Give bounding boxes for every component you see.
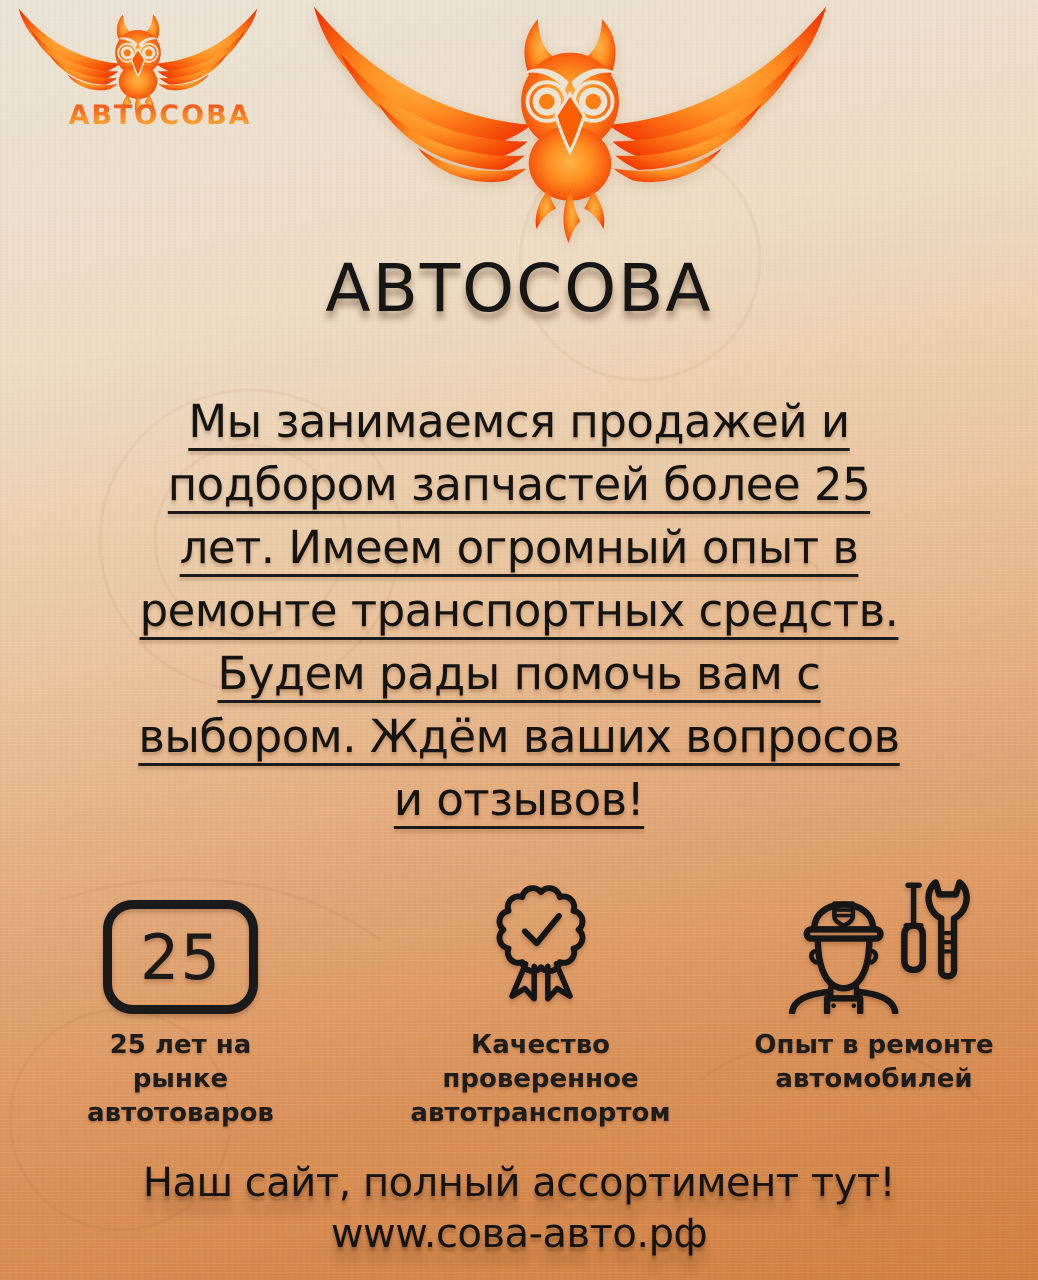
- intro-line: подбором запчастей более 25: [167, 458, 871, 511]
- feature-quality-caption: Качество проверенное автотранспортом: [410, 1030, 671, 1128]
- intro-line: Будем рады помочь вам с: [217, 647, 821, 700]
- owl-hero-icon: [248, 0, 892, 246]
- intro-line: лет. Имеем огромный опыт в: [179, 521, 859, 574]
- brand-logo: [0, 0, 288, 131]
- footer: [0, 1158, 1038, 1260]
- mechanic-tools-icon: [776, 876, 972, 1014]
- brand-logo-text: АВТОСОВА: [60, 100, 260, 131]
- feature-repair-caption: Опыт в ремонте автомобилей: [754, 1030, 994, 1094]
- feature-years-caption: 25 лет на рынке автотоваров: [87, 1030, 274, 1128]
- feature-repair: [738, 876, 1010, 1096]
- quality-seal-icon: [477, 876, 605, 1014]
- intro-line: Мы занимаемся продажей и: [188, 395, 850, 448]
- site-url: www.сова-авто.рф: [330, 1211, 708, 1257]
- badge-25-icon: [103, 900, 258, 1014]
- badge-25-value: 25: [140, 920, 221, 994]
- intro-line: ремонте транспортных средств.: [139, 584, 899, 637]
- intro-text: [59, 390, 979, 831]
- intro-line: выбором. Ждём ваших вопросов: [138, 710, 900, 763]
- footer-note: Наш сайт, полный ассортимент тут!: [142, 1160, 896, 1206]
- feature-years: [58, 876, 303, 1130]
- feature-quality: [398, 876, 683, 1130]
- page-title: АВТОСОВА: [325, 250, 713, 327]
- intro-line: и отзывов!: [393, 773, 645, 826]
